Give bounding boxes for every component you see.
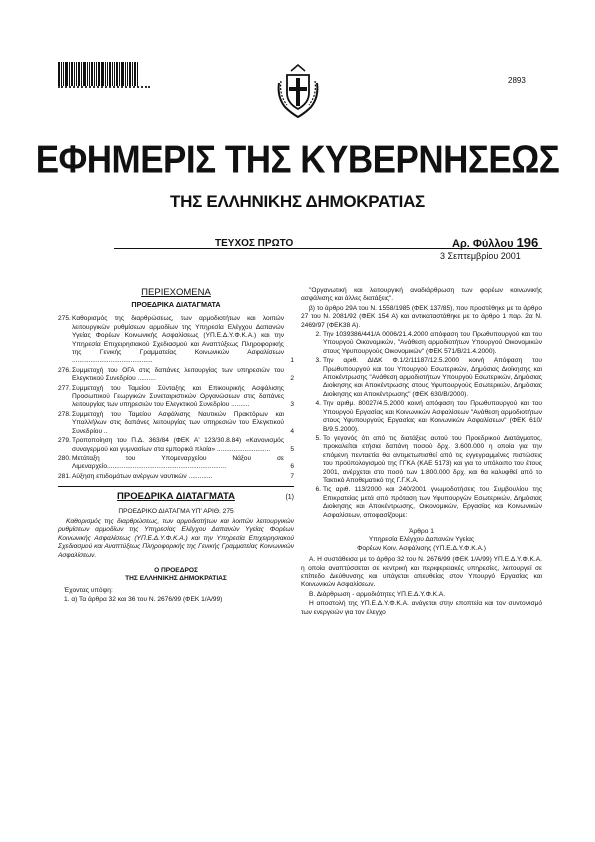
issue-label: ΤΕΥΧΟΣ ΠΡΩΤΟ [215, 238, 294, 249]
greek-coat-of-arms-icon [275, 63, 321, 124]
barcode-bar [125, 62, 126, 86]
regard-item-text: Την 1039386/441/Α 0006/21.4.2000 απόφαση του Πρωθυπουργού και του Υπουργού Οικονομικών, "Ανάθεση αρμοδιοτήτων Υπουργού Οικονομικών στους Υφυπουργούς Οικονομικών" (ΦΕΚ 571/Β/21.4.2000). [323, 331, 542, 355]
barcode-icon [58, 62, 150, 86]
toc-item-page: 7 [290, 472, 294, 480]
toc-item-text: Τροποποίηση του Π.Δ. 363/84 (ΦΕΚ Α' 123/30.8.84) «Κανονισμός συναγερμού και γυμνασίων στα εμπορικά πλοία» ............................. [72, 437, 284, 453]
barcode-bar [127, 62, 128, 86]
toc-item-page: 4 [290, 427, 294, 435]
regard-item [301, 435, 542, 485]
barcode-bar [119, 62, 120, 86]
barcode-bar [74, 62, 75, 86]
toc-item-text: Συμμετοχή του Ταμείου Ασφάλισης Ναυτικών Πρακτόρων και Υπαλλήλων στις δαπάνες λειτουργίας των υπηρεσιών του Ελεγκτικού Συνεδρίου .. [72, 410, 284, 435]
toc-item-number: 277. [58, 384, 71, 392]
barcode-bar [132, 62, 133, 86]
toc-item-number: 275. [58, 315, 71, 323]
regard-item-1: 1. α) Τα άρθρα 32 και 36 του Ν. 2676/99 (ΦΕΚ 1/Α/99) [64, 596, 223, 604]
barcode-bar [114, 62, 115, 86]
toc-item-text: Συμμετοχή του Ταμείου Σύνταξης και Επικουρικής Ασφάλισης Προσωπικού Γεωργικών Συνεταιριστικών Οργανώσεων στις δαπάνες λειτουργίας των υπηρεσιών του Ελεγκτικού Συνεδρίου .......... [72, 384, 284, 409]
paragraph: Β. Διάρθρωση - αρμοδιότητες ΥΠ.Ε.Δ.Υ.Φ.Κ.Α. [309, 590, 446, 598]
right-column [301, 287, 542, 618]
barcode-bar [105, 62, 106, 86]
barcode-bar [107, 62, 108, 86]
regard-item-number: 4. [315, 400, 321, 408]
barcode-bar [134, 62, 136, 86]
having-regard: Έχοντας υπόψη: [64, 586, 113, 594]
regard-item-text: Το γεγονός ότι από τις διατάξεις αυτού του Προεδρικού Διατάγματος, προκαλείται ετήσια δαπάνη ποσού δρχ. 3.600.000 η οποία για την επόμενη πενταετία θα αντιμετωπισθεί από τις εγγεγραμμένες πιστώσεις του προϋπολογισμού της ΓΓΚΑ (ΚΑΕ 5173) και για το υπόλοιπο του έτους 2001, ανέρχεται στο ποσό των 1.800.000 δρχ. και θα καλυφθεί από το Τακτικό Αποθεματικό της Γ.Γ.Κ.Α. [323, 434, 542, 484]
barcode-bar [63, 62, 64, 86]
toc-item-number: 279. [58, 437, 71, 445]
contents-heading: ΠΕΡΙΕΧΟΜΕΝΑ [141, 287, 211, 298]
barcode-bar [91, 62, 93, 86]
regard-item-number: 2. [315, 331, 321, 339]
toc-item-number: 278. [58, 410, 71, 418]
barcode-bar [137, 62, 138, 86]
barcode-bar [101, 62, 104, 86]
toc-item-page: 5 [290, 445, 294, 453]
regard-item [301, 486, 542, 520]
toc-item [58, 315, 294, 365]
president-heading-line1: Ο ΠΡΟΕΔΡΟΣ [154, 566, 198, 574]
paragraph: "Οργανωτική και λειτουργική αναδιάρθρωση των φορέων κοινωνικής ασφάλισης και άλλες διατάξεις". [301, 287, 542, 303]
decrees-section-title: ΠΡΟΕΔΡΙΚΑ ΔΙΑΤΑΓΜΑΤΑ [117, 491, 235, 503]
sheet-number-label: Αρ. Φύλλου [452, 238, 514, 250]
toc-item-text: Μετάταξη του Υπομεναρχείου Νάξου σε Λιμεναρχείο................................................................. [72, 454, 284, 471]
toc-item-page: 6 [290, 463, 294, 471]
article-subheading-2: Φορέων Κοιν. Ασφάλισης (ΥΠ.Ε.Δ.Υ.Φ.Κ.Α.) [357, 544, 486, 552]
page-number: 2893 [508, 76, 526, 85]
regard-item [301, 357, 542, 399]
decree-title: ΠΡΟΕΔΡΙΚΟ ΔΙΑΤΑΓΜΑ ΥΠ' ΑΡΙΘ. 275 [118, 507, 234, 515]
paragraph: Η αποστολή της ΥΠ.Ε.Δ.Υ.Φ.Κ.Α. ανάγεται στην εποπτεία και τον συντονισμό των ενεργειών για τον έλεγχο [301, 600, 542, 616]
regard-item-number: 3. [315, 357, 321, 365]
decree-summary: Καθορισμός της διαρθρώσεως, των αρμοδιοτήτων και λοιπών λειτουργικών ρυθμίσεων αρμοδίων της Υπηρεσίας Ελέγχου Δαπανών Υγείας Φορέων Κοινωνικής Ασφαλίσεως (ΥΠ.Ε.Δ.Υ.Φ.Κ.Α.) και την Υπηρεσία Επιχειρησιακού Σχεδιασμού και Αναπτύξεως Πληροφορικής της Γενικής Γραμματείας Κοινωνικών Ασφαλίσεων. [58, 517, 294, 559]
regard-item-text: Τις αριθ. 113/2000 και 240/2001 γνωμοδοτήσεις του Συμβουλίου της Επικρατείας μετά από πρόταση των Υφυπουργών Εσωτερικών, Δημόσιας Διοίκησης και Αποκέντρωσης, Οικονομικών, Εργασίας και Κοινωνικών Ασφαλίσεων, αποφασίζουμε: [323, 486, 542, 519]
toc-item-number: 276. [58, 366, 71, 374]
barcode-bar [89, 62, 90, 86]
gazette-subtitle: ΤΗΣ ΕΛΛΗΝΙΚΗΣ ΔΗΜΟΚΡΑΤΙΑΣ [170, 192, 425, 211]
toc-item-number: 281. [58, 472, 71, 480]
toc-item-number: 280. [58, 454, 71, 462]
toc-item-page: 1 [290, 357, 294, 365]
article-subheading-1: Υπηρεσία Ελέγχου Δαπανών Υγείας [368, 536, 475, 544]
regard-item [301, 331, 542, 356]
toc-item-text: Αύξηση επιδομάτων ανέργων ναυτικών ............. [72, 472, 213, 480]
barcode-bar [112, 62, 113, 86]
barcode-bar [116, 62, 118, 86]
gazette-title: ΕΦΗΜΕΡΙΣ ΤΗΣ ΚΥΒΕΡΝΗΣΕΩΣ [35, 137, 560, 182]
barcode-bar [98, 62, 100, 86]
barcode-bar [109, 62, 111, 86]
toc-item-text: Συμμετοχή του ΟΓΑ στις δαπάνες λειτουργίας των υπηρεσιών του Ελεγκτικού Συνεδρίου .......... [72, 366, 284, 383]
toc-item [58, 473, 294, 481]
barcode-bar [81, 62, 82, 86]
article-heading: Άρθρο 1 [409, 527, 434, 535]
barcode-bar [87, 62, 88, 86]
toc-item-text: Καθορισμός της διαρθρώσεως, των αρμοδιοτήτων και λοιπών λειτουργικών ρυθμίσεων αρμοδίων της Υπηρεσία Ελέγχου Δαπανών Υγείας Φορέων Κοινωνικής Ασφαλίσεως (ΥΠ.Ε.Δ.Υ.Φ.Κ.Α.) και την Υπηρεσία Επιχειρησιακού Σχεδιασμού και Αναπτύξεως Πληροφορικής της Γενικής Γραμματείας Κοινωνικών Ασφαλίσεων ............................................ [72, 315, 284, 365]
barcode-bar [71, 62, 73, 86]
section-reference: (1) [285, 494, 294, 502]
barcode-bar [96, 62, 97, 86]
barcode-bar [58, 62, 60, 86]
toc-item-page: 3 [290, 401, 294, 409]
left-column [58, 287, 294, 606]
regard-item-number: 6. [315, 486, 321, 494]
barcode-bar [78, 62, 80, 86]
barcode-bar [121, 62, 124, 86]
barcode-bar [65, 62, 68, 86]
contents-subheading: ΠΡΟΕΔΡΙΚΑ ΔΙΑΤΑΓΜΑΤΑ [131, 300, 221, 309]
toc-item [58, 455, 294, 472]
regard-item-number: 5. [315, 434, 321, 442]
barcode-bar [76, 62, 77, 86]
header-rule [114, 248, 542, 249]
decrees-section-heading [58, 493, 294, 501]
toc-item [58, 367, 294, 384]
issue-date: 3 Σεπτεμβρίου 2001 [440, 251, 521, 261]
barcode-bar [69, 62, 70, 86]
paragraph: β) το άρθρο 29Α του Ν. 1558/1985 (ΦΕΚ 137/85), που προστέθηκε με το άρθρο 27 του Ν. 2081/92 (ΦΕΚ 154 Α) και αντικαταστάθηκε με το άρθρο 1 παρ. 2α Ν. 2469/97 (ΦΕΚ38 Α). [301, 304, 542, 329]
regard-item [301, 400, 542, 434]
toc-item [58, 385, 294, 410]
toc-item-page: 2 [290, 375, 294, 383]
table-of-contents [58, 315, 294, 481]
toc-item [58, 411, 294, 436]
sheet-number-value: 196 [516, 235, 539, 250]
president-heading-line2: ΤΗΣ ΕΛΛΗΝΙΚΗΣ ΔΗΜΟΚΡΑΤΙΑΣ [125, 575, 227, 583]
barcode-bar [61, 62, 62, 86]
paragraph: Α. Η συστάθεισα με το άρθρο 32 του Ν. 2676/99 (ΦΕΚ 1/Α/99) ΥΠ.Ε.Δ.Υ.Φ.Κ.Α. η οποία αναπτύσσεται σε κεντρική και περιφερειακές υπηρεσίες, λειτουργεί σε επίπεδο Διεύθυνσης και υπάγεται απευθείας στον Υπουργό Εργασίας και Κοινωνικών Ασφαλίσεων. [301, 556, 542, 589]
regard-item-text: Την αριθ. ΔΙΔΚ Φ.1/2/11187/12.5.2000 κοινή Απόφαση του Πρωθυπουργού και του Υπουργού Εσωτερικών, Δημόσιας Διοίκησης και Αποκέντρωσης "Ανάθεση αρμοδιοτήτων Υπουργού Εσωτερικών, Δημόσιας Διοίκησης και Αποκέντρωσης στους Υφυπουργούς Εσωτερικών, Δημόσιας Διοίκησης και Αποκέντρωσης" (ΦΕΚ 630/Β/2000). [323, 357, 542, 398]
barcode-caption [58, 86, 150, 92]
regard-item-text: Την αριθμ. 80027/4.5.2000 κοινή απόφαση του Πρωθυπουργού και του Υπουργού Εργασίας και Κοινωνικών Ασφαλίσεων "Ανάθεση αρμοδιοτήτων στους Υφυπουργούς Εργασίας και Κοινωνικών Ασφαλίσεων" (ΦΕΚ 610/Β/9.5.2000). [323, 400, 542, 433]
barcode-bar [83, 62, 86, 86]
barcode-bar [129, 62, 131, 86]
section-divider [58, 486, 294, 487]
toc-item [58, 437, 294, 454]
barcode-bar [94, 62, 95, 86]
